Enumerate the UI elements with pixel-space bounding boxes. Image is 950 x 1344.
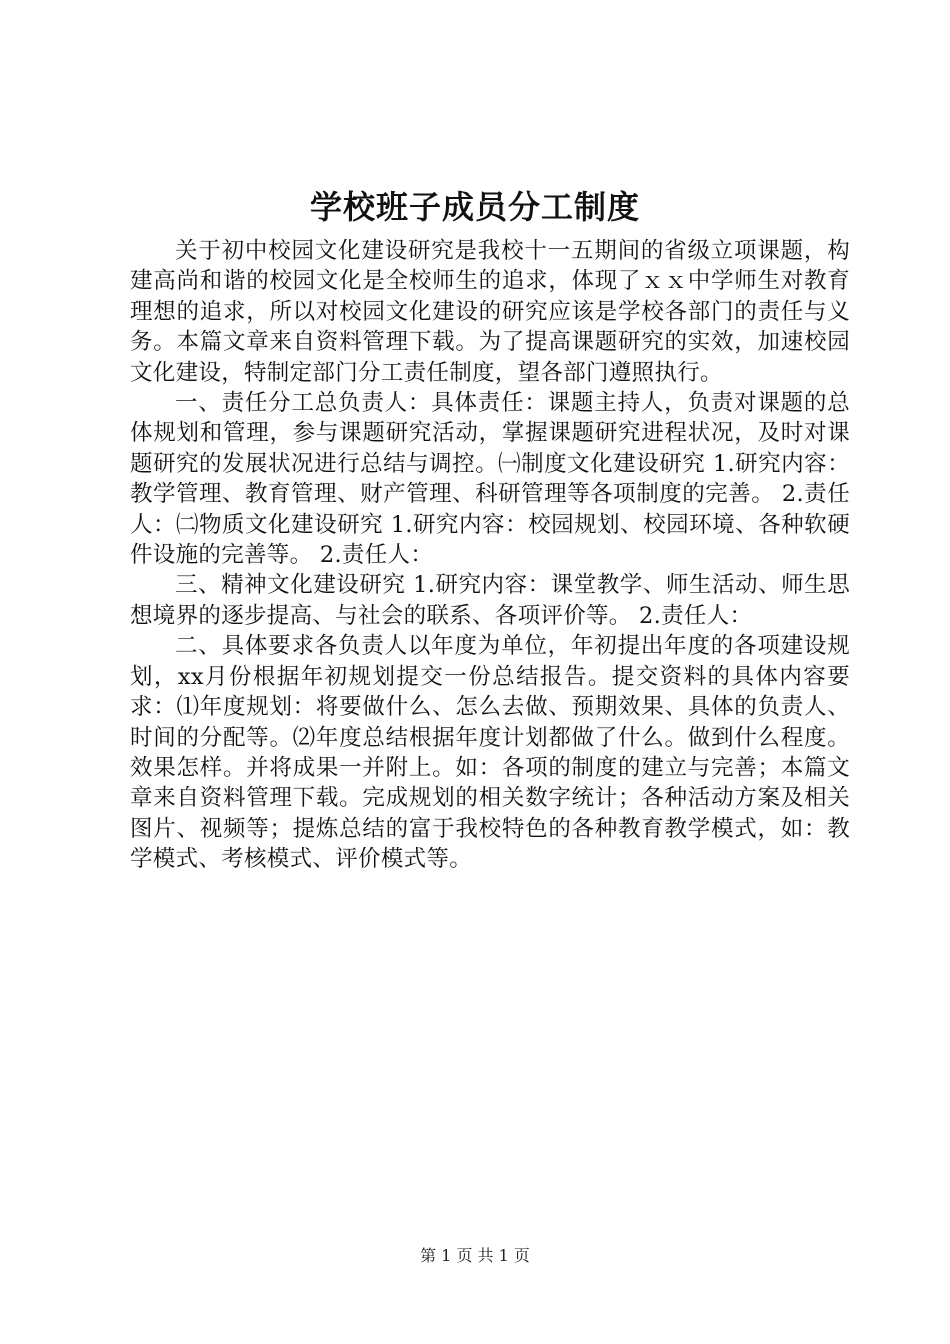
page-number-footer: 第 1 页 共 1 页 <box>420 1246 530 1265</box>
paragraph-responsibility: 一、责任分工总负责人：具体责任：课题主持人，负责对课题的总体规划和管理，参与课题研究活动，掌握课题研究进程状况，及时对课题研究的发展状况进行总结与调控。㈠制度文化建设研究 1.研究内容：教学管理、教育管理、财产管理、科研管理等各项制度的完善。 2.责任人：㈡物质文化建设研究 1.研究内容：校园规划、校园环境、各种软硬件设施的完善等。 2.责任人： <box>130 390 850 569</box>
document-body <box>130 236 850 875</box>
page-title: 学校班子成员分工制度 <box>309 188 640 226</box>
paragraph-spiritual-culture: 三、精神文化建设研究 1.研究内容：课堂教学、师生活动、师生思想境界的逐步提高、与社会的联系、各项评价等。 2.责任人： <box>130 572 850 629</box>
paragraph-intro: 关于初中校园文化建设研究是我校十一五期间的省级立项课题，构建高尚和谐的校园文化是全校师生的追求，体现了ｘｘ中学师生对教育理想的追求，所以对校园文化建设的研究应该是学校各部门的责任与义务。本篇文章来自资料管理下载。为了提高课题研究的实效，加速校园文化建设，特制定部门分工责任制度，望各部门遵照执行。 <box>130 238 850 386</box>
paragraph-requirements: 二、具体要求各负责人以年度为单位，年初提出年度的各项建设规划，xx月份根据年初规划提交一份总结报告。提交资料的具体内容要求：⑴年度规划：将要做什么、怎么去做、预期效果、具体的负责人、时间的分配等。⑵年度总结根据年度计划都做了什么。做到什么程度。效果怎样。并将成果一并附上。如：各项的制度的建立与完善；本篇文章来自资料管理下载。完成规划的相关数字统计；各种活动方案及相关图片、视频等；提炼总结的富于我校特色的各种教育教学模式，如：教学模式、考核模式、评价模式等。 <box>130 633 850 873</box>
